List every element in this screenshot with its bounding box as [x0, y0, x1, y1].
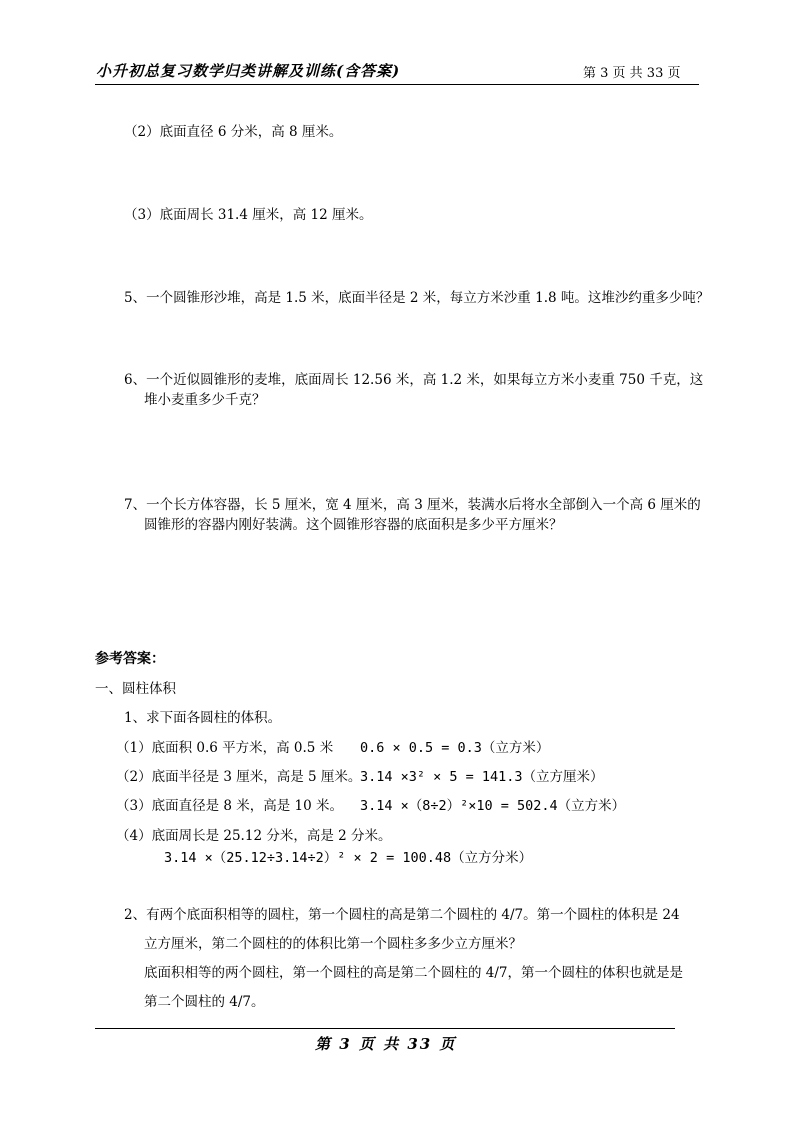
header-divider	[95, 84, 699, 85]
problem-4-2: （2）底面直径 6 分米，高 8 厘米。	[124, 124, 343, 140]
answer-1-2-solution: 3.14 ×3² × 5 = 141.3（立方厘米）	[360, 769, 604, 785]
answers-heading: 参考答案：	[95, 651, 165, 667]
answer-1-4-solution: 3.14 ×（25.12÷3.14÷2）² × 2 = 100.48（立方分米）	[164, 850, 533, 866]
answer-1-1-solution: 0.6 × 0.5 = 0.3（立方米）	[360, 740, 550, 756]
problem-6-line-2: 堆小麦重多少千克？	[144, 392, 266, 408]
answer-1-title: 1、求下面各圆柱的体积。	[124, 710, 282, 726]
answer-1-1-question: （1）底面积 0.6 平方米，高 0.5 米	[116, 740, 334, 756]
answer-2-line-2: 立方厘米，第二个圆柱的的体积比第一个圆柱多多少立方厘米？	[144, 936, 522, 952]
answer-2-line-3: 底面积相等的两个圆柱，第一个圆柱的高是第二个圆柱的 4/7，第一个圆柱的体积也就是是	[144, 965, 684, 981]
answers-section-title: 一、圆柱体积	[95, 681, 176, 697]
problem-5: 5、一个圆锥形沙堆，高是 1.5 米，底面半径是 2 米，每立方米沙重 1.8 吨。这堆沙约重多少吨？	[124, 290, 710, 306]
footer-page-number: 第 3 页 共 33 页	[315, 1035, 457, 1053]
header-title: 小升初总复习数学归类讲解及训练(含答案)	[96, 62, 401, 80]
problem-4-3: （3）底面周长 31.4 厘米，高 12 厘米。	[124, 207, 373, 223]
answer-2-line-4: 第二个圆柱的 4/7。	[144, 994, 265, 1010]
answer-2-line-1: 2、有两个底面积相等的圆柱，第一个圆柱的高是第二个圆柱的 4/7。第一个圆柱的体积是 24	[124, 907, 680, 923]
header-page-number: 第 3 页 共 33 页	[583, 66, 681, 81]
problem-7-line-1: 7、一个长方体容器，长 5 厘米，宽 4 厘米，高 3 厘米，装满水后将水全部倒入一个高 6 厘米的	[124, 497, 701, 513]
answer-1-2-question: （2）底面半径是 3 厘米，高是 5 厘米。	[116, 769, 362, 785]
answer-1-3-solution: 3.14 ×（8÷2）²×10 = 502.4（立方米）	[360, 798, 626, 814]
footer-divider	[95, 1028, 675, 1029]
problem-6-line-1: 6、一个近似圆锥形的麦堆，底面周长 12.56 米，高 1.2 米，如果每立方米小麦重 750 千克，这	[124, 372, 704, 388]
problem-7-line-2: 圆锥形的容器内刚好装满。这个圆锥形容器的底面积是多少平方厘米？	[144, 517, 563, 533]
answer-1-4-question: （4）底面周长是 25.12 分米，高是 2 分米。	[116, 828, 392, 844]
answer-1-3-question: （3）底面直径是 8 米，高是 10 米。	[116, 798, 344, 814]
